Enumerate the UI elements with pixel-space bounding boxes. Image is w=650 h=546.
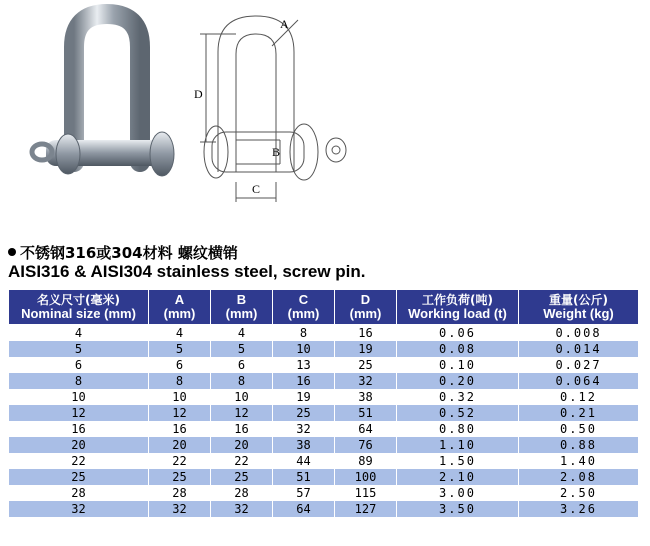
table-cell: 4 — [149, 325, 211, 342]
table-cell: 4 — [9, 325, 149, 342]
table-body — [9, 325, 639, 518]
table-cell: 2.10 — [397, 469, 519, 485]
drawing-label-a: A — [280, 17, 289, 31]
table-cell: 8 — [273, 325, 335, 342]
table-cell: 8 — [149, 373, 211, 389]
table-cell: 57 — [273, 485, 335, 501]
table-cell: 6 — [149, 357, 211, 373]
table-cell: 2.08 — [519, 469, 639, 485]
table-cell: 3.50 — [397, 501, 519, 517]
table-cell: 13 — [273, 357, 335, 373]
table-cell: 3.00 — [397, 485, 519, 501]
table-row — [9, 373, 639, 389]
table-cell: 16 — [9, 421, 149, 437]
table-row — [9, 325, 639, 342]
table-cell: 64 — [335, 421, 397, 437]
table-cell: 25 — [273, 405, 335, 421]
table-cell: 32 — [149, 501, 211, 517]
table-cell: 32 — [273, 421, 335, 437]
table-cell: 32 — [9, 501, 149, 517]
heading-chinese — [8, 242, 238, 263]
table-cell: 0.064 — [519, 373, 639, 389]
table-cell: 1.40 — [519, 453, 639, 469]
table-row — [9, 501, 639, 517]
table-cell: 5 — [9, 341, 149, 357]
header-nominal-size: 名义尺寸(毫米) Nominal size (mm) — [9, 290, 149, 325]
drawing-label-d: D — [194, 87, 203, 101]
table-cell: 0.008 — [519, 325, 639, 342]
table-row — [9, 421, 639, 437]
header-c: C (mm) — [273, 290, 335, 325]
table-header-row — [9, 290, 639, 325]
table-cell: 20 — [211, 437, 273, 453]
table-cell: 25 — [9, 469, 149, 485]
table-cell: 12 — [149, 405, 211, 421]
table-cell: 0.20 — [397, 373, 519, 389]
table-cell: 6 — [211, 357, 273, 373]
table-cell: 0.50 — [519, 421, 639, 437]
table-cell: 19 — [273, 389, 335, 405]
table-cell: 51 — [273, 469, 335, 485]
table-row — [9, 357, 639, 373]
table-cell: 51 — [335, 405, 397, 421]
table-cell: 1.50 — [397, 453, 519, 469]
table-cell: 32 — [211, 501, 273, 517]
table-cell: 28 — [149, 485, 211, 501]
table-cell: 20 — [9, 437, 149, 453]
table-row — [9, 341, 639, 357]
table-cell: 3.26 — [519, 501, 639, 517]
table-cell: 2.50 — [519, 485, 639, 501]
header-d: D (mm) — [335, 290, 397, 325]
table-cell: 38 — [335, 389, 397, 405]
table-cell: 0.014 — [519, 341, 639, 357]
table-cell: 28 — [9, 485, 149, 501]
table-row — [9, 389, 639, 405]
table-cell: 5 — [149, 341, 211, 357]
table-cell: 100 — [335, 469, 397, 485]
table-cell: 0.52 — [397, 405, 519, 421]
table-cell: 16 — [273, 373, 335, 389]
header-b: B (mm) — [211, 290, 273, 325]
table-cell: 1.10 — [397, 437, 519, 453]
bullet-icon — [8, 248, 16, 256]
table-cell: 0.06 — [397, 325, 519, 342]
table-cell: 10 — [149, 389, 211, 405]
table-cell: 32 — [335, 373, 397, 389]
table-cell: 76 — [335, 437, 397, 453]
table-cell: 10 — [273, 341, 335, 357]
table-cell: 5 — [211, 341, 273, 357]
shackle-dimension-drawing — [186, 2, 358, 208]
header-weight: 重量(公斤) Weight (kg) — [519, 290, 639, 325]
table-cell: 16 — [149, 421, 211, 437]
table-cell: 19 — [335, 341, 397, 357]
table-cell: 8 — [9, 373, 149, 389]
table-row — [9, 437, 639, 453]
table-cell: 22 — [149, 453, 211, 469]
table-cell: 4 — [211, 325, 273, 342]
table-cell: 6 — [9, 357, 149, 373]
table-cell: 0.80 — [397, 421, 519, 437]
table-row — [9, 485, 639, 501]
table-cell: 22 — [9, 453, 149, 469]
table-cell: 0.21 — [519, 405, 639, 421]
table-cell: 10 — [211, 389, 273, 405]
table-cell: 115 — [335, 485, 397, 501]
header-a: A (mm) — [149, 290, 211, 325]
table-cell: 25 — [335, 357, 397, 373]
table-cell: 10 — [9, 389, 149, 405]
header-working-load: 工作负荷(吨) Working load (t) — [397, 290, 519, 325]
table-cell: 0.88 — [519, 437, 639, 453]
table-row — [9, 405, 639, 421]
table-cell: 12 — [211, 405, 273, 421]
table-cell: 89 — [335, 453, 397, 469]
shackle-photo — [22, 2, 180, 194]
table-row — [9, 453, 639, 469]
table-cell: 38 — [273, 437, 335, 453]
table-cell: 22 — [211, 453, 273, 469]
drawing-label-b: B — [272, 145, 281, 159]
table-cell: 25 — [211, 469, 273, 485]
table-cell: 64 — [273, 501, 335, 517]
heading-chinese-text: 不锈钢316或304材料 螺纹横销 — [20, 244, 238, 262]
heading-english: AISI316 & AISI304 stainless steel, screw pin. — [8, 262, 366, 281]
table-cell: 16 — [335, 325, 397, 342]
specification-table — [8, 289, 639, 517]
table-cell: 0.027 — [519, 357, 639, 373]
table-cell: 28 — [211, 485, 273, 501]
table-cell: 25 — [149, 469, 211, 485]
table-row — [9, 469, 639, 485]
table-cell: 0.12 — [519, 389, 639, 405]
drawing-label-c: C — [252, 182, 261, 196]
table-cell: 20 — [149, 437, 211, 453]
table-cell: 0.32 — [397, 389, 519, 405]
table-cell: 0.08 — [397, 341, 519, 357]
table-cell: 127 — [335, 501, 397, 517]
table-cell: 16 — [211, 421, 273, 437]
table-cell: 12 — [9, 405, 149, 421]
table-cell: 0.10 — [397, 357, 519, 373]
table-cell: 44 — [273, 453, 335, 469]
table-cell: 8 — [211, 373, 273, 389]
